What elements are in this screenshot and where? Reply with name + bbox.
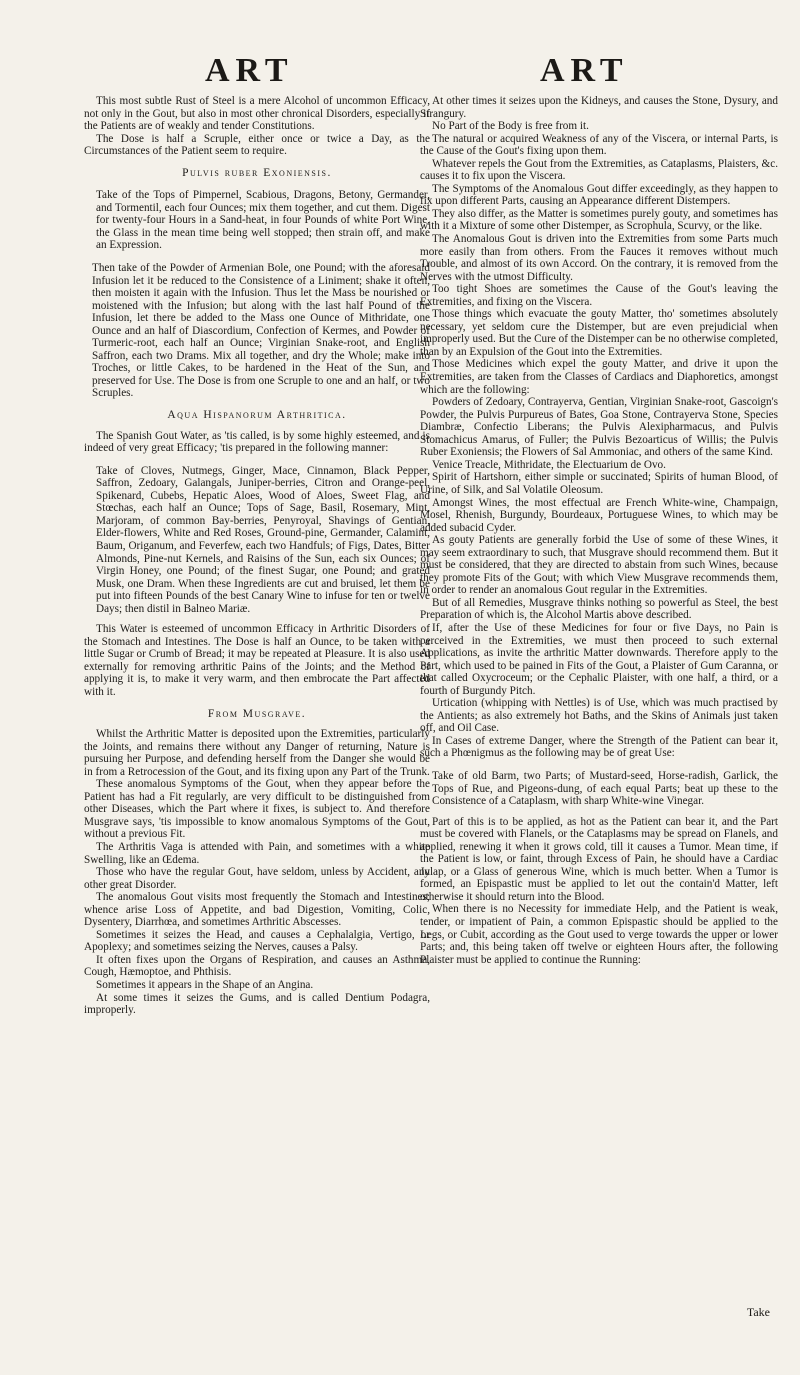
- paragraph: Amongst Wines, the most effectual are French White-wine, Champaign, Mosel, Rhenish, Burgundy, Bourdeaux, Portuguese Wines, to which may be added subacid Cyder.: [420, 496, 778, 534]
- paragraph: The Arthritis Vaga is attended with Pain, and sometimes with a white Swelling, like an Œdema.: [84, 840, 430, 866]
- paragraph: The anomalous Gout visits most frequently the Stomach and Intestines; whence arise Loss of Appetite, and bad Digestion, Vomiting, Colic, Dysentery, Diarrhœa, and sometimes Arthritic Abscesses.: [84, 891, 430, 929]
- paragraph: Too tight Shoes are sometimes the Cause of the Gout's leaving the Extremities, and fixing on the Viscera.: [420, 283, 778, 308]
- paragraph: Then take of the Powder of Armenian Bole, one Pound; with the aforesaid Infusion let it be reduced to the Consistence of a Liniment; shake it often, then moisten it again with the Infusion. Thus let the Mass be nourished or moistened with the Infusion; but along with the last half Pound of the Infusion, let there be added to the Mass one Ounce of Mithridate, one Ounce and an half of Diascordium, Confection of Kermes, and Powder of Turmeric-root, each half an Ounce; Virginian Snake-root, and English Saffron, each two Drams. Mix all together, and dry the Whole; make into Troches, or little Cakes, to be hardened in the Heat of the Sun, and preserved for Use. The Dose is from one Scruple to one and an half, or two Scruples.: [92, 262, 430, 400]
- running-head-left: ART: [205, 52, 294, 89]
- paragraph: When there is no Necessity for immediate Help, and the Patient is weak, tender, or impatient of Pain, a common Epispastic should be applied to the Legs, or Cubit, according as the Gout used to verge towards the upper or lower Parts; and, this being taken off twelve or eighteen Hours after, the following Plaister must be applied to continue the Running:: [420, 903, 778, 966]
- paragraph: Sometimes it appears in the Shape of an Angina.: [96, 979, 314, 991]
- paragraph: Spirit of Hartshorn, either simple or succinated; Spirits of human Blood, of Urine, of Silk, and Sal Volatile Oleosum.: [420, 471, 778, 496]
- section-heading: Aqua Hispanorum Arthritica.: [167, 409, 347, 422]
- paragraph: Whilst the Arthritic Matter is deposited upon the Extremities, particularly the Joints, and remains there without any Danger of returning, Nature is pursuing her Purpose, and defending herself from the Danger she would be in from a Retrocession of the Gout, and its fixing upon any Part of the Trunk.: [84, 728, 430, 778]
- paragraph: It often fixes upon the Organs of Respiration, and causes an Asthma, Cough, Hæmoptoe, and Phthisis.: [84, 953, 430, 979]
- paragraph: Venice Treacle, Mithridate, the Electuarium de Ovo.: [432, 458, 666, 471]
- paragraph: Whatever repels the Gout from the Extremities, as Cataplasms, Plaisters, &c. causes it to fix upon the Viscera.: [420, 157, 778, 183]
- paragraph: Part of this is to be applied, as hot as the Patient can bear it, and the Part must be covered with Flanels, or the Cataplasms may be spread on Flanels, and applied, renewing it when it grows cold, till it causes a Tumor. Mean time, if the Patient is low, or faint, through Excess of Pain, he should have a Cardiac Julap, or a Glass of generous Wine, which is much better. When a Tumor is formed, an Epispastic must be applied to let out the contain'd Matter, left otherwise it should return into the Blood.: [420, 815, 778, 903]
- paragraph: If, after the Use of these Medicines for four or five Days, no Pain is perceived in the Extremities, we must then proceed to such external Applications, as invite the arthritic Matter downwards. Therefore apply to the Part, which used to be pained in Fits of the Gout, a Plaister of Gum Caranna, or that called Oxycroceum; or the Cephalic Plaister, with one half, a third, or a fourth of Burgundy Pitch.: [420, 621, 778, 697]
- catchword: Take: [746, 1305, 770, 1319]
- paragraph: No Part of the Body is free from it.: [432, 120, 589, 133]
- paragraph: The Anomalous Gout is driven into the Extremities from some Parts much more easily than from others. From the Fauces it removes without much Trouble, and almost of its own Accord. On the contrary, it is removed from the Nerves with the utmost Difficulty.: [420, 233, 778, 283]
- paragraph: Sometimes it seizes the Head, and causes a Cephalalgia, Vertigo, or Apoplexy; and sometimes seizing the Nerves, causes a Palsy.: [84, 928, 430, 954]
- paragraph: They also differ, as the Matter is sometimes purely gouty, and sometimes has with it a Mixture of some other Distemper, as Scrophula, Scurvy, or the like.: [420, 207, 778, 233]
- running-head-right: ART: [540, 52, 629, 89]
- paragraph: This Water is esteemed of uncommon Efficacy in Arthritic Disorders of the Stomach and Intestines. The Dose is half an Ounce, to be taken with a little Sugar or Crumb of Bread; it may be repeated at Pleasure. It is also used externally for removing arthritic Pains of the Joints; and the Method of applying it is, to make it very warm, and then embrocate the Part affected with it.: [84, 623, 430, 698]
- paragraph: These anomalous Symptoms of the Gout, when they appear before the Patient has had a Fit regularly, are very difficult to be distinguished from other Diseases, which the Part where it fixes, is subject to. And therefore Musgrave says, 'tis impossible to know anomalous Symptoms of the Gout, without a previous Fit.: [84, 778, 430, 841]
- paragraph: Those who have the regular Gout, have seldom, unless by Accident, any other great Disorder.: [84, 866, 430, 891]
- paragraph: At some times it seizes the Gums, and is called Dentium Podagra, improperly.: [84, 991, 430, 1017]
- left-column: [84, 95, 430, 1017]
- paragraph: The Spanish Gout Water, as 'tis called, is by some highly esteemed, and is indeed of very great Efficacy; 'tis prepared in the following manner:: [84, 429, 430, 455]
- paragraph: This most subtle Rust of Steel is a mere Alcohol of uncommon Efficacy, not only in the Gout, but also in most other chronical Disorders, especially if the Patients are of weakly and tender Constitutions.: [84, 95, 430, 133]
- paragraph: At other times it seizes upon the Kidneys, and causes the Stone, Dysury, and Strangury.: [420, 95, 778, 120]
- right-column: [420, 95, 778, 966]
- paragraph: In Cases of extreme Danger, where the Strength of the Patient can bear it, such a Phœnigmus as the following may be of great Use:: [420, 734, 778, 760]
- section-heading: From Musgrave.: [207, 707, 307, 720]
- paragraph: The Symptoms of the Anomalous Gout differ exceedingly, as they happen to fix upon different Parts, causing an Appearance different Distempers.: [420, 182, 778, 208]
- recipe-paragraph: Take of old Barm, two Parts; of Mustard-seed, Horse-radish, Garlick, the Tops of Rue, and Pigeons-dung, of each equal Parts; beat up these to the Consistence of a Cataplasm, with sharp White-wine Vinegar.: [432, 769, 778, 808]
- paragraph: But of all Remedies, Musgrave thinks nothing so powerful as Steel, the best Preparation of which is, the Alcohol Martis above described.: [420, 596, 778, 622]
- recipe-paragraph: Take of the Tops of Pimpernel, Scabious, Dragons, Betony, Germander, and Tormentil, each four Ounces; mix them together, and cut them. Digest for twenty-four Hours in a Sand-heat, in four Pounds of white Port Wine, the Glass in the mean time being well stopped; then strain off, and make an Expression.: [96, 189, 430, 252]
- paragraph: The Dose is half a Scruple, either once or twice a Day, as the Circumstances of the Patient seem to require.: [84, 132, 430, 158]
- paragraph: Those Medicines which expel the gouty Matter, and drive it upon the Extremities, are taken from the Classes of Cardiacs and Diaphoretics, amongst which are the following:: [420, 358, 778, 396]
- paragraph: Urtication (whipping with Nettles) is of Use, which was much practised by the Antients; as also extremely hot Baths, and the Skins of Animals just taken off, and Oil Case.: [420, 697, 778, 735]
- recipe-paragraph: Take of Cloves, Nutmegs, Ginger, Mace, Cinnamon, Black Pepper, Saffron, Zedoary, Galangals, Juniper-berries, Citron and Orange-peel, Spikenard, Cubebs, Hepatic Aloes, Wood of Aloes, Sweet Flag, and Stœchas, each half an Ounce; Tops of Sage, Basil, Rosemary, Mint, Marjoram, of common Bay-berries, Penyroyal, Shavings of Gentian, Elder-flowers, White and Red Roses, Ground-pine, Germander, Calamint, Baum, Origanum, and Feverfew, each two Handfuls; of Figs, Dates, Bitter Almonds, Pine-nut Kernels, and Raisins of the Sun, each six Ounces; of Virgin Honey, one Pound; of the finest Sugar, one Pound; and grated Musk, one Dram. When these Ingredients are cut and bruised, let them be put into fifteen Pounds of the best Canary Wine to infuse for ten or twelve Days; then distil in Balneo Mariæ.: [96, 464, 430, 615]
- section-heading: Pulvis ruber Exoniensis.: [182, 166, 332, 179]
- paragraph: The natural or acquired Weakness of any of the Viscera, or internal Parts, is the Cause of the Gout's fixing upon them.: [420, 132, 778, 158]
- paragraph: As gouty Patients are generally forbid the Use of some of these Wines, it may seem extraordinary to such, that Musgrave should recommend them. But it must be considered, that they are directed to abstain from such Wines, because they promote Fits of the Gout; with which View Musgrave recommends them, in order to render an anomalous Gout regular in the Extremities.: [420, 534, 778, 597]
- paragraph: Powders of Zedoary, Contrayerva, Gentian, Virginian Snake-root, Gascoign's Powder, the Pulvis Purpureus of Bates, Goa Stone, Contrayerva Stone, Species Diambræ, Confectio Liberans; the Pulvis Alexipharmacus, and Pulvis Stomachicus Amarus, of Fuller; the Pulvis Bezoarticus of Willis; the Pulvis Ruber Exoniensis; the Flowers of Sal Ammoniac, and others of the same Kind.: [420, 396, 778, 459]
- paragraph: Those things which evacuate the gouty Matter, tho' sometimes absolutely necessary, yet seldom cure the Distemper, but are even prejudicial when improperly used. But the Cure of the Distemper can be no otherwise completed, than by an Expulsion of the Gout into the Extremities.: [420, 308, 778, 358]
